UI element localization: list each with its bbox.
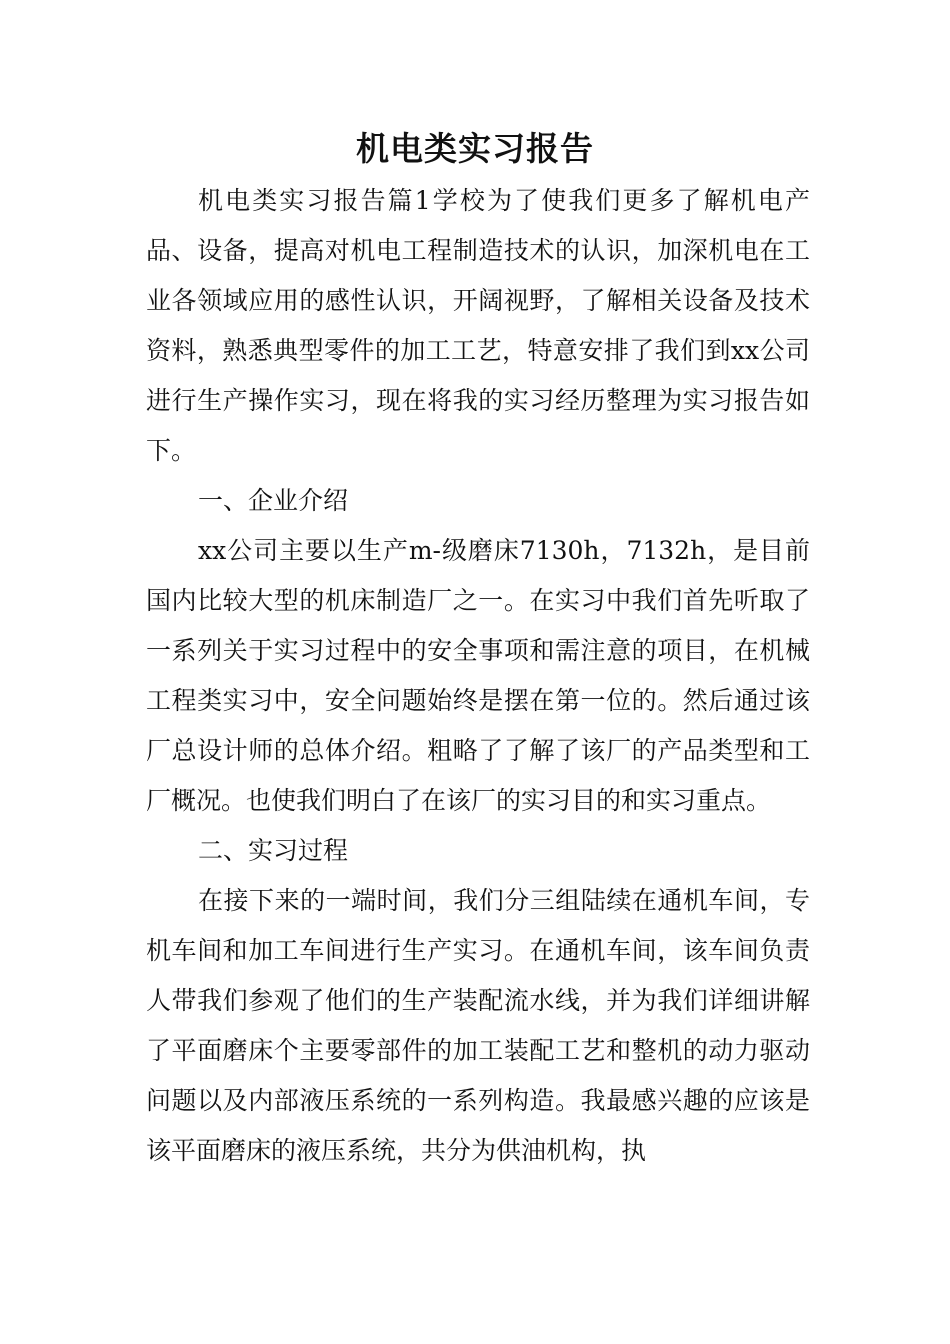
paragraph-process: 在接下来的一端时间，我们分三组陆续在通机车间，专机车间和加工车间进行生产实习。在通机车间，该车间负责人带我们参观了他们的生产装配流水线，并为我们详细讲解了平面磨床个主要零部件的加工装配工艺和整机的动力驱动问题以及内部液压系统的一系列构造。我最感兴趣的应该是该平面磨床的液压系统，共分为供油机构，执 xyxy=(146,886,810,1165)
section-heading-company: 一、企业介绍 xyxy=(198,486,349,515)
section-heading-process: 二、实习过程 xyxy=(198,836,349,865)
paragraph-company: xx公司主要以生产m-级磨床7130h，7132h，是目前国内比较大型的机床制造厂之一。在实习中我们首先听取了一系列关于实习过程中的安全事项和需注意的项目，在机械工程类实习中，安全问题始终是摆在第一位的。然后通过该厂总设计师的总体介绍。粗略了了解了该厂的产品类型和工厂概况。也使我们明白了在该厂的实习目的和实习重点。 xyxy=(146,536,810,815)
document-title: 机电类实习报告 xyxy=(356,129,594,168)
document-body xyxy=(146,176,810,1176)
paragraph-intro: 机电类实习报告篇1学校为了使我们更多了解机电产品、设备，提高对机电工程制造技术的认识，加深机电在工业各领域应用的感性认识，开阔视野，了解相关设备及技术资料，熟悉典型零件的加工工艺，特意安排了我们到xx公司进行生产操作实习，现在将我的实习经历整理为实习报告如下。 xyxy=(146,186,810,465)
